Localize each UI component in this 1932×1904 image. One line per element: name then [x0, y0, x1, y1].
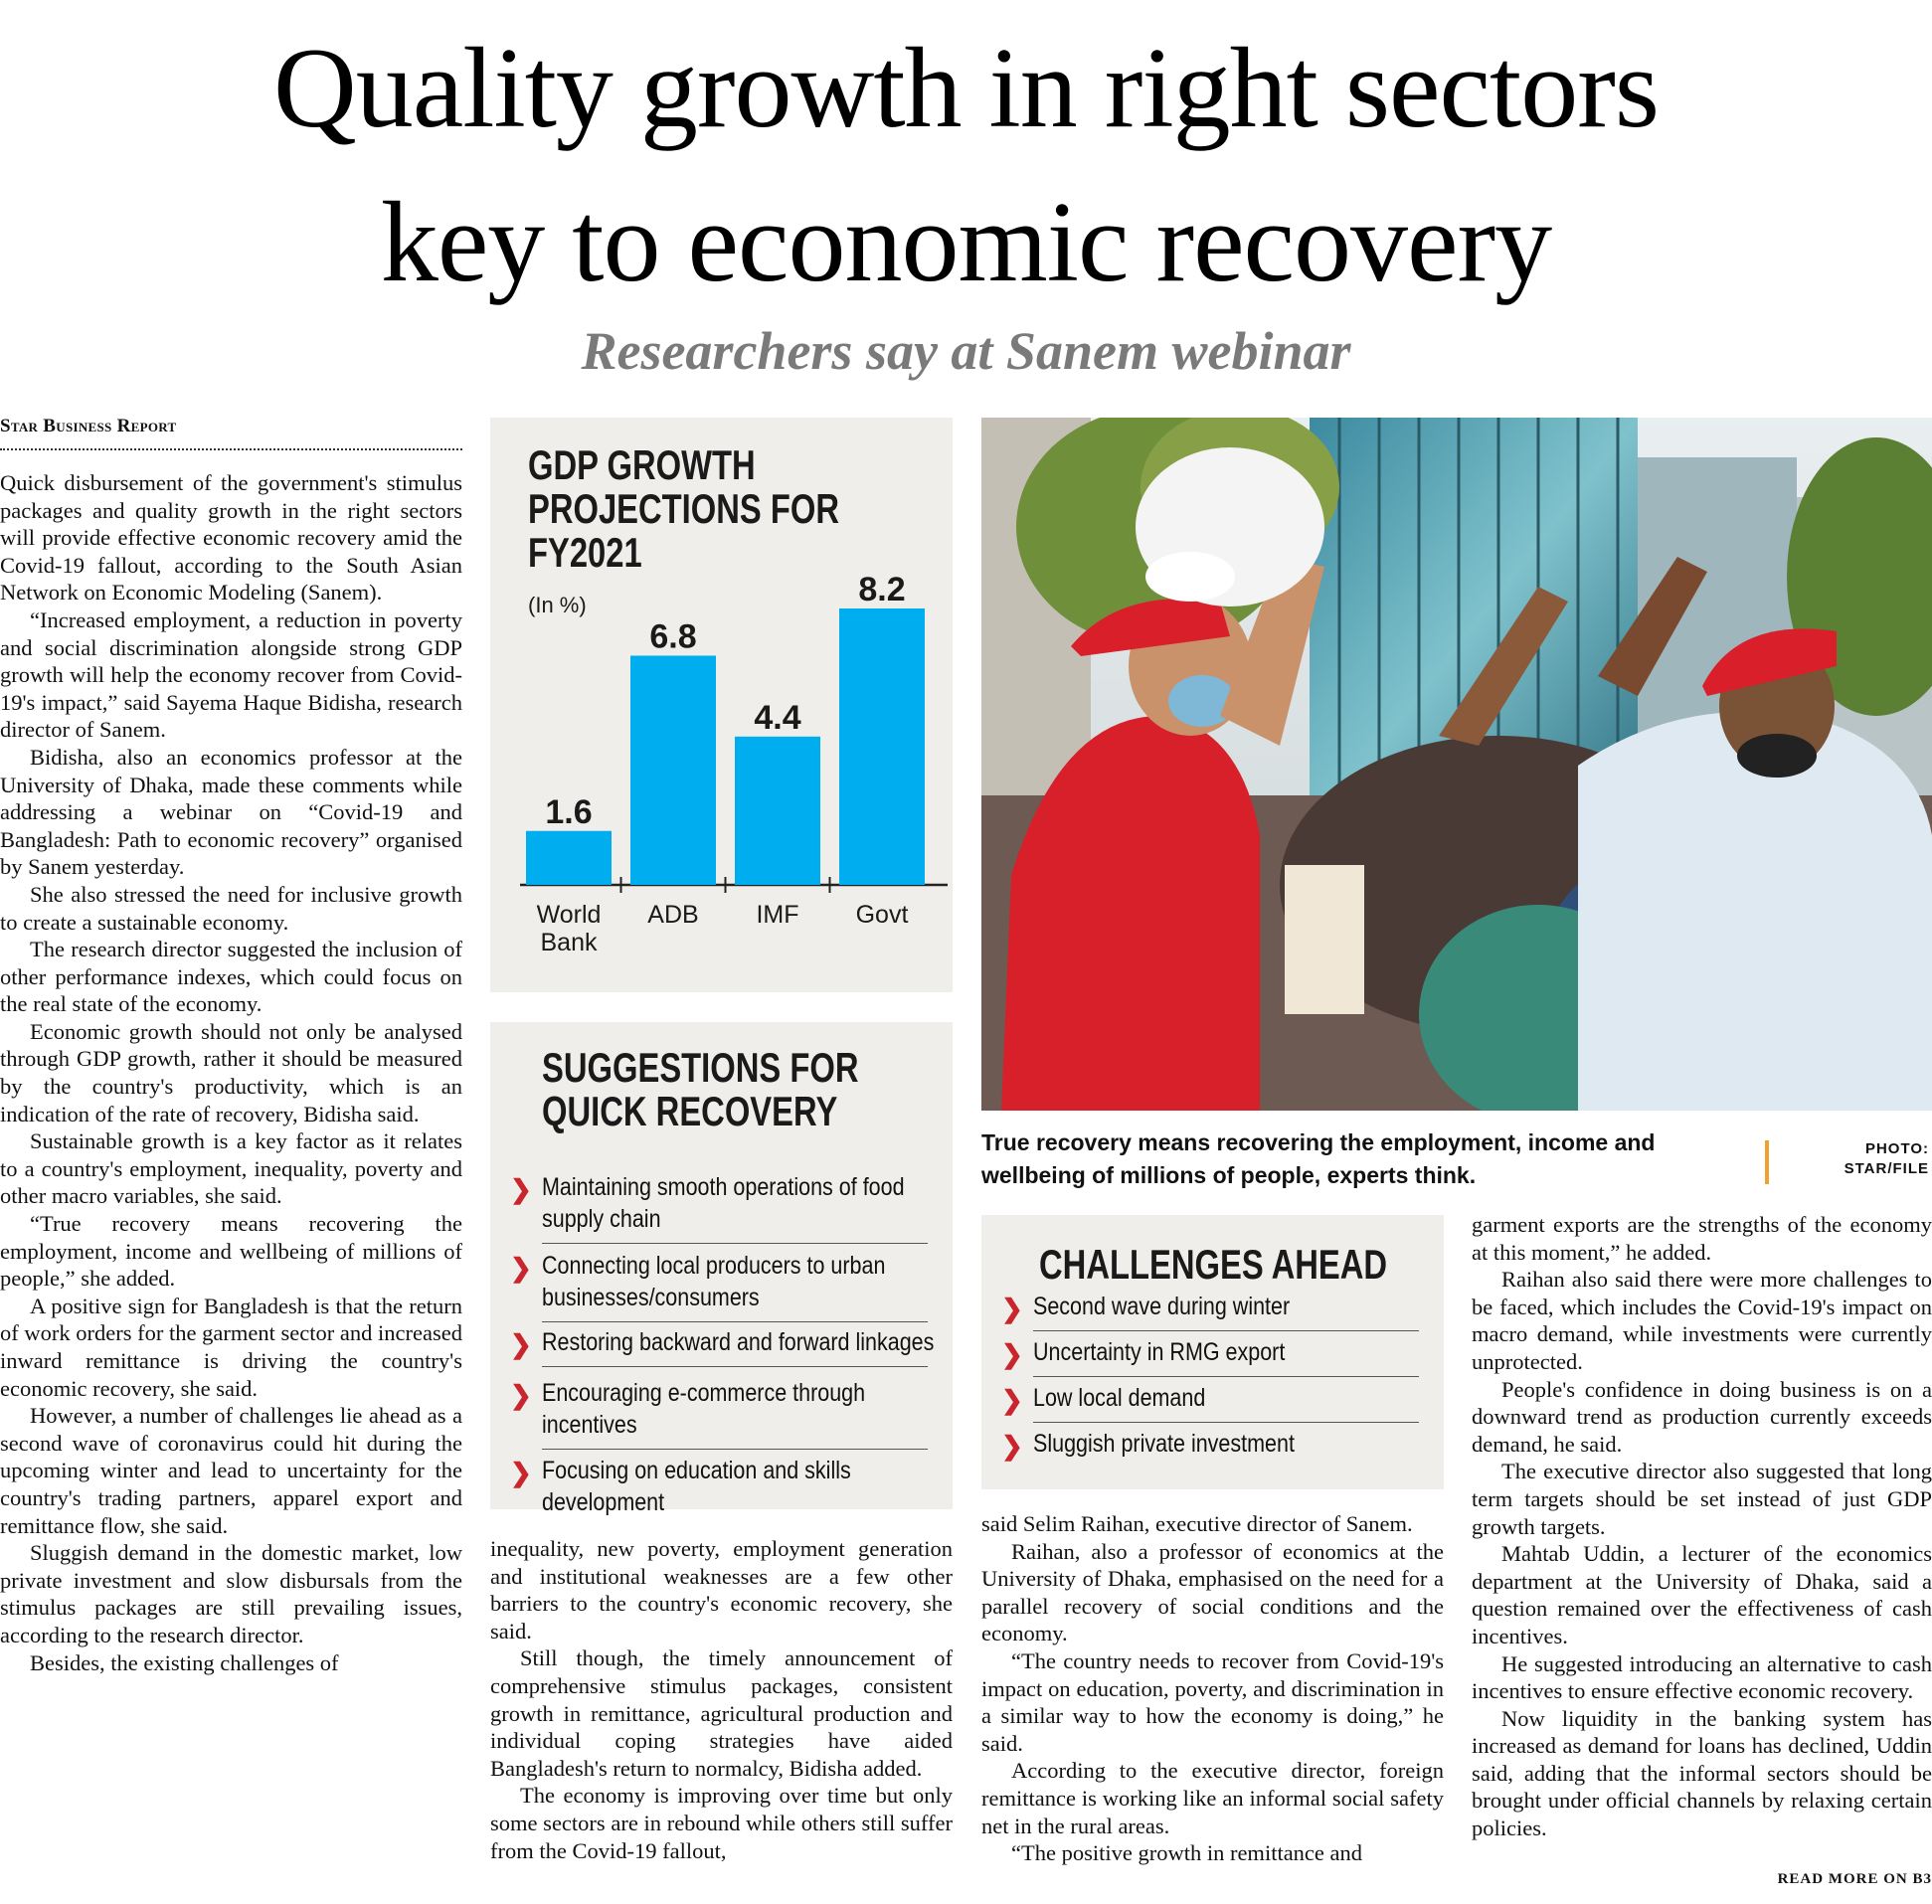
paragraph: Economic growth should not only be analysed through GDP growth, rather it should be measured by the country's productivity, which is an indication of the rate of recovery, Bidisha said. — [0, 1018, 462, 1126]
suggestion-text: Maintaining smooth operations of food supply chain — [542, 1173, 905, 1233]
suggestion-text: Restoring backward and forward linkages — [542, 1328, 935, 1356]
paragraph: Raihan, also a professor of economics at the University of Dhaka, emphasised on the need for a parallel recovery of social conditions and the economy. — [981, 1538, 1444, 1646]
paragraph: A positive sign for Bangladesh is that the return of work orders for the garment sector and increased inward remittance is driving the country's economic recovery, she said. — [0, 1293, 462, 1401]
bar-value-label: 8.2 — [858, 571, 906, 608]
paragraph: “Increased employment, a reduction in poverty and social discrimination alongside strong GDP growth will help the economy recover from Covid-19's impact,” said Sayema Haque Bidisha, research director of Sanem. — [0, 606, 462, 743]
paragraph: According to the executive director, foreign remittance is working like an informal social safety net in the rural areas. — [981, 1758, 1444, 1838]
svg-text:ㅤ: ㅤ — [1311, 920, 1338, 951]
suggestion-divider — [542, 1366, 928, 1367]
chevron-right-icon: ❯ — [510, 1458, 532, 1487]
suggestion-divider — [542, 1243, 928, 1244]
suggestion-text: Encouraging e-commerce through incentives — [542, 1379, 866, 1439]
byline-divider — [0, 448, 462, 450]
chevron-right-icon: ❯ — [510, 1174, 532, 1204]
read-more-link[interactable]: READ MORE ON B3 — [1777, 1871, 1932, 1887]
bar-value-label: 6.8 — [649, 617, 697, 656]
suggestion-text: Focusing on education and skills development — [542, 1457, 851, 1516]
paragraph: Mahtab Uddin, a lecturer of the economics department at the University of Dhaka, said a question remained over the effectiveness of cash incentives. — [1472, 1541, 1932, 1648]
article-column-2 — [490, 1535, 953, 1864]
photo-credit-bar — [1765, 1140, 1769, 1184]
bar — [735, 737, 820, 885]
paragraph: People's confidence in doing business is on a downward trend as production currently exceeds demand, he said. — [1472, 1376, 1932, 1457]
chart-unit-label: (In %) — [528, 593, 587, 617]
chevron-right-icon: ❯ — [510, 1253, 532, 1283]
challenge-text: Second wave during winter — [1033, 1293, 1291, 1320]
headline-line-1: Quality growth in right sectors — [272, 25, 1659, 152]
paragraph: Raihan also said there were more challenges to be faced, which includes the Covid-19's impact on macro demand, while investments were currently unprotected. — [1472, 1267, 1932, 1374]
paragraph: garment exports are the strengths of the economy at this moment,” he added. — [1472, 1212, 1932, 1265]
paragraph: “True recovery means recovering the employment, income and wellbeing of millions of people,” she added. — [0, 1211, 462, 1292]
chevron-right-icon: ❯ — [1001, 1385, 1023, 1415]
challenge-divider — [1033, 1422, 1419, 1423]
article-column-3 — [981, 1510, 1444, 1867]
article-column-1 — [0, 469, 462, 1676]
paragraph: Sustainable growth is a key factor as it relates to a country's employment, inequality, poverty and other macro variables, she said. — [0, 1128, 462, 1209]
paragraph: Still though, the timely announcement of comprehensive stimulus packages, consistent growth in remittance, agricultural production and individual coping strategies have aided Bangladesh's return to normalcy, Bidisha added. — [490, 1645, 953, 1781]
challenges-title: CHALLENGES AHEAD — [1039, 1241, 1388, 1288]
gdp-chart-panel — [490, 418, 953, 992]
paragraph: Now liquidity in the banking system has increased as demand for loans has declined, Uddin said, adding that the informal sectors should be brought under official channels by relaxing certain policies. — [1472, 1705, 1932, 1841]
bar-value-label: 4.4 — [754, 698, 801, 737]
headline-line-2: key to economic recovery — [380, 179, 1552, 306]
photo-caption: True recovery means recovering the employment, income and wellbeing of millions of people, experts think. — [981, 1129, 1656, 1188]
challenge-text: Sluggish private investment — [1033, 1430, 1295, 1458]
paragraph: She also stressed the need for inclusive growth to create a sustainable economy. — [0, 881, 462, 935]
bar — [526, 831, 612, 885]
category-label: IMF — [756, 901, 799, 929]
paragraph: Besides, the existing challenges of — [30, 1649, 339, 1675]
byline: Star Business Report — [0, 416, 177, 436]
category-label: World — [536, 901, 602, 929]
paragraph: “The country needs to recover from Covid-19's impact on education, poverty, and discrimination in a similar way to how the economy is doing,” he said. — [981, 1647, 1444, 1756]
suggestion-divider — [542, 1449, 928, 1450]
chart-title: PROJECTIONS FOR — [528, 485, 840, 532]
challenge-text: Uncertainty in RMG export — [1033, 1338, 1286, 1366]
challenge-divider — [1033, 1330, 1419, 1331]
paragraph: said Selim Raihan, executive director of Sanem. — [981, 1511, 1413, 1536]
paragraph: He suggested introducing an alternative to cash incentives to ensure effective economic recovery. — [1472, 1650, 1932, 1704]
suggestions-panel — [490, 1022, 953, 1516]
category-label: Govt — [855, 901, 909, 929]
bar-value-label: 1.6 — [545, 792, 593, 831]
chevron-right-icon: ❯ — [1001, 1294, 1023, 1323]
chevron-right-icon: ❯ — [1001, 1431, 1023, 1461]
category-label: Bank — [540, 929, 598, 956]
paragraph: Sluggish demand in the domestic market, low private investment and slow disbursals from the stimulus packages are still prevailing issues, according to the research director. — [0, 1540, 462, 1647]
article-column-4 — [1472, 1211, 1932, 1842]
photo-credit: PHOTO: STAR/FILE — [1844, 1140, 1929, 1177]
chevron-right-icon: ❯ — [1001, 1339, 1023, 1369]
chevron-right-icon: ❯ — [510, 1380, 532, 1410]
subheadline: Researchers say at Sanem webinar — [581, 321, 1351, 381]
challenge-divider — [1033, 1376, 1419, 1377]
chevron-right-icon: ❯ — [510, 1329, 532, 1359]
news-photo — [981, 418, 1932, 1111]
paragraph: The research director suggested the inclusion of other performance indexes, which could focus on the real state of the economy. — [0, 937, 462, 1017]
gdp-bar-chart — [490, 418, 953, 992]
bar — [630, 655, 716, 885]
challenges-panel — [981, 1215, 1444, 1489]
paragraph: However, a number of challenges lie ahead as a second wave of coronavirus could hit during the upcoming winter and lead to uncertainty for the country's trading partners, apparel export and remittance flow, she said. — [0, 1403, 462, 1538]
category-label: ADB — [647, 901, 699, 929]
paragraph: The economy is improving over time but only some sectors are in rebound while others still suffer from the Covid-19 fallout, — [490, 1783, 953, 1863]
chart-title: FY2021 — [528, 529, 642, 576]
bar — [839, 608, 925, 885]
paragraph: “The positive growth in remittance and — [1011, 1840, 1363, 1866]
challenge-text: Low local demand — [1033, 1384, 1206, 1412]
chart-title: GDP GROWTH — [528, 441, 756, 488]
suggestions-title: SUGGESTIONS FOR QUICK RECOVERY — [542, 1044, 859, 1134]
suggestion-text: Connecting local producers to urban businesses/consumers — [542, 1252, 886, 1311]
paragraph: inequality, new poverty, employment generation and institutional weaknesses are a few other barriers to the country's economic recovery, she said. — [490, 1536, 953, 1644]
paragraph: Quick disbursement of the government's stimulus packages and quality growth in the right sectors will provide effective economic recovery amid the Covid-19 fallout, according to the South Asian Network on Economic Modeling (Sanem). — [0, 470, 462, 606]
suggestion-divider — [542, 1321, 928, 1322]
paragraph: Bidisha, also an economics professor at the University of Dhaka, made these comments while addressing a webinar on “Covid-19 and Bangladesh: Path to economic recovery” organised by Sanem yesterday. — [0, 744, 462, 880]
paragraph: The executive director also suggested that long term targets should be set instead of just GDP growth targets. — [1472, 1459, 1932, 1539]
